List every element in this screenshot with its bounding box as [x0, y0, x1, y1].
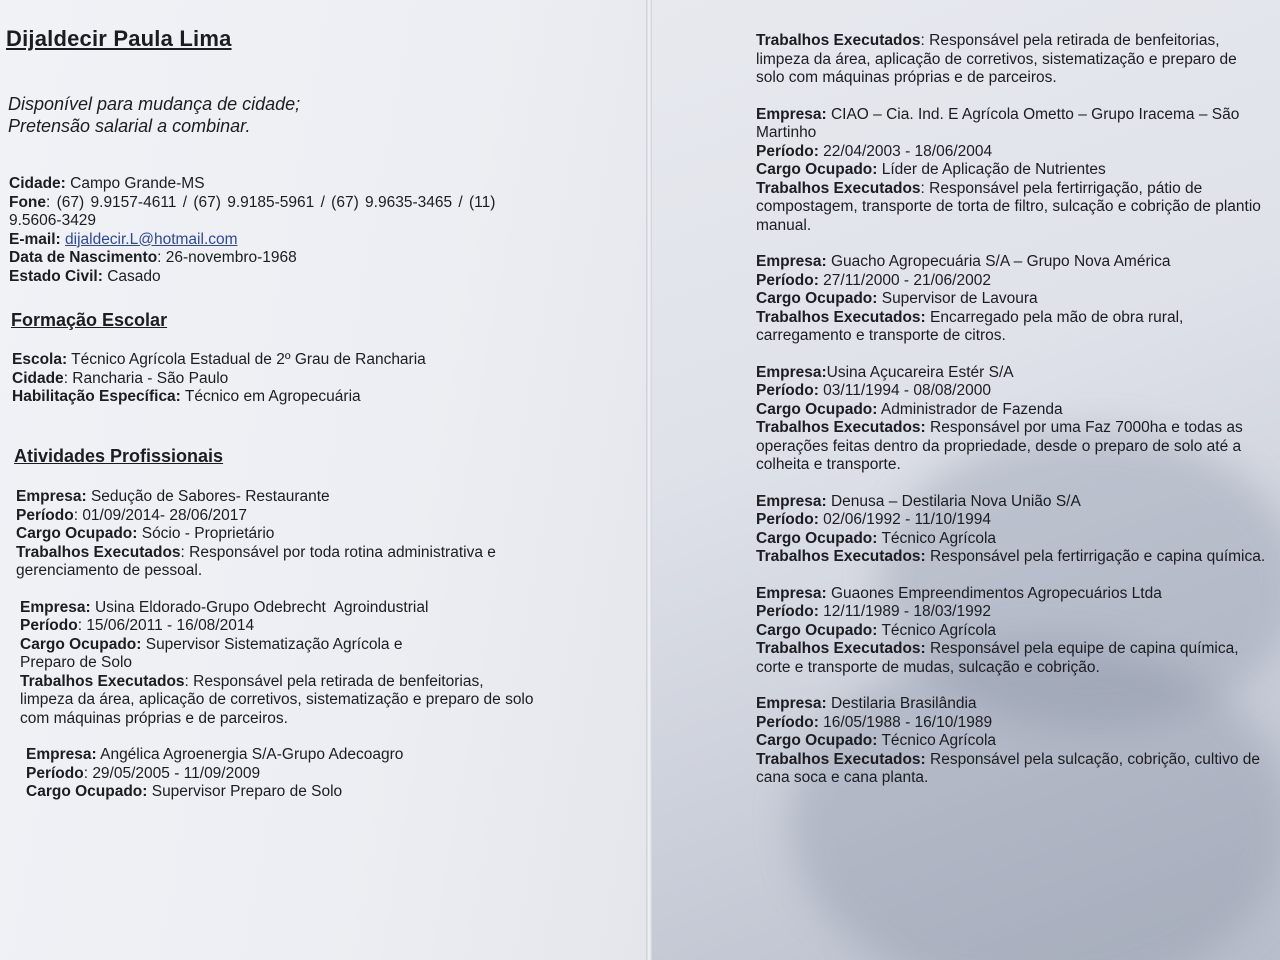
email-link[interactable]: dijaldecir.L@hotmail.com — [65, 230, 238, 248]
periodo-label: Período — [26, 764, 84, 782]
nascimento-row — [9, 249, 549, 268]
trabalhos-label: Trabalhos Executados — [16, 543, 181, 561]
escola-row — [12, 351, 572, 370]
empresa-label: Empresa: — [756, 363, 827, 381]
cargo-label: Cargo Ocupado: — [756, 290, 878, 307]
empresa-label: Empresa: — [756, 253, 827, 270]
periodo-value: 22/04/2003 - 18/06/2004 — [818, 142, 993, 160]
cidade-label: Cidade: — [9, 175, 66, 192]
fone-row — [9, 194, 549, 231]
email-row — [9, 231, 549, 250]
cargo-value: Técnico Agrícola — [877, 732, 997, 749]
trabalhos-label: Trabalhos Executados — [756, 32, 921, 49]
periodo-label: Período: — [756, 271, 819, 289]
periodo-value: 12/11/1989 - 18/03/1992 — [818, 603, 991, 620]
cargo-label: Cargo Ocupado: — [20, 635, 142, 653]
cargo-label: Cargo Ocupado: — [26, 783, 148, 800]
cidade-value: Campo Grande-MS — [65, 175, 205, 192]
periodo-label: Período: — [756, 603, 819, 620]
cargo-value: Técnico Agrícola — [877, 529, 997, 547]
trabalhos-label: Trabalhos Executados: — [756, 750, 926, 768]
periodo-value: 27/11/2000 - 21/06/2002 — [818, 271, 991, 289]
empresa-value: Usina Açucareira Estér S/A — [826, 363, 1014, 381]
intro-text — [8, 93, 300, 137]
periodo-value: 16/05/1988 - 16/10/1989 — [818, 713, 993, 731]
cargo-label: Cargo Ocupado: — [756, 621, 878, 639]
periodo-label: Período: — [756, 382, 819, 399]
periodo-value: 02/06/1992 - 11/10/1994 — [818, 511, 991, 528]
trabalhos-label: Trabalhos Executados: — [756, 308, 926, 326]
estado-civil-row — [9, 268, 549, 287]
trabalhos-value: : Responsável por toda rotina administrativa e gerenciamento de pessoal. — [16, 543, 496, 579]
empresa-value: Angélica Agroenergia S/A-Grupo Adecoagro — [96, 746, 404, 763]
trabalhos-value: Encarregado pela mão de obra rural, carregamento e transporte de citros. — [756, 308, 1184, 344]
job-entry — [756, 364, 1266, 475]
job-entry — [756, 585, 1266, 678]
page-fold — [646, 0, 652, 960]
empresa-value: Usina Eldorado-Grupo Odebrecht Agroindustrial — [90, 598, 429, 616]
habilitacao-value: Técnico em Agropecuária — [180, 388, 361, 405]
formacao-title: Formação Escolar — [11, 310, 168, 330]
cargo-value: Sócio - Proprietário — [137, 525, 275, 542]
job-entry — [26, 746, 541, 802]
empresa-value: Guaones Empreendimentos Agropecuários Ltda — [826, 584, 1162, 602]
job-entry — [20, 599, 541, 729]
trabalhos-value: Responsável pela sulcação, cobrição, cultivo de cana soca e cana planta. — [756, 750, 1261, 786]
cargo-label: Cargo Ocupado: — [756, 400, 878, 418]
cargo-label: Cargo Ocupado: — [756, 529, 878, 547]
cargo-value: Supervisor Sistematização Agrícola e Preparo de Solo — [20, 635, 403, 671]
periodo-label: Período — [20, 617, 78, 634]
periodo-label: Período: — [756, 142, 819, 160]
empresa-value: Sedução de Sabores- Restaurante — [86, 488, 330, 505]
trabalhos-label: Trabalhos Executados — [756, 179, 921, 197]
escola-label: Escola: — [12, 351, 68, 368]
formacao-cidade-label: Cidade — [12, 369, 64, 387]
atividades-title: Atividades Profissionais — [14, 446, 224, 466]
trabalhos-value: Responsável pela equipe de capina química, corte e transporte de mudas, sulcação e cobrição. — [756, 640, 1239, 676]
cargo-label: Cargo Ocupado: — [16, 525, 138, 542]
nascimento-value: : 26-novembro-1968 — [157, 249, 297, 266]
cargo-value: Líder de Aplicação de Nutrientes — [877, 161, 1106, 178]
formacao-info — [12, 351, 572, 407]
periodo-value: 03/11/1994 - 08/08/2000 — [818, 382, 991, 399]
empresa-value: Destilaria Brasilândia — [826, 695, 977, 712]
intro-line-1: Disponível para mudança de cidade; — [8, 94, 301, 114]
candidate-name: Dijaldecir Paula Lima — [6, 26, 232, 51]
trabalhos-label: Trabalhos Executados: — [756, 548, 926, 565]
empresa-value: CIAO – Cia. Ind. E Agrícola Ometto – Grupo Iracema – São Martinho — [756, 105, 1240, 141]
cargo-value: Administrador de Fazenda — [877, 400, 1063, 418]
job-entry — [756, 32, 1266, 88]
periodo-label: Período: — [756, 713, 819, 731]
periodo-label: Período: — [756, 511, 819, 528]
empresa-label: Empresa: — [26, 746, 97, 763]
trabalhos-label: Trabalhos Executados: — [756, 640, 926, 657]
job-entry — [16, 488, 541, 581]
cargo-value: Supervisor de Lavoura — [877, 290, 1038, 307]
left-jobs — [16, 488, 541, 820]
job-entry — [756, 253, 1266, 346]
cargo-label: Cargo Ocupado: — [756, 732, 878, 749]
empresa-value: Denusa – Destilaria Nova União S/A — [826, 492, 1081, 510]
empresa-label: Empresa: — [756, 492, 827, 510]
empresa-label: Empresa: — [16, 488, 87, 505]
periodo-value: : 01/09/2014- 28/06/2017 — [73, 506, 247, 524]
fone-value: : (67) 9.9157-4611 / (67) 9.9185-5961 / (67) 9.9635-3465 / (11) 9.5606-3429 — [9, 193, 496, 229]
estado-civil-value: Casado — [102, 267, 161, 285]
formacao-cidade-value: : Rancharia - São Paulo — [63, 369, 229, 387]
habilitacao-label: Habilitação Específica: — [12, 388, 181, 405]
periodo-value: : 15/06/2011 - 16/08/2014 — [77, 617, 255, 634]
trabalhos-value: : Responsável pela retirada de benfeitorias, limpeza da área, aplicação de corretivos, sistematização e preparo de solo com máquinas próprias e de parceiros. — [20, 672, 534, 727]
periodo-label: Período — [16, 506, 74, 524]
email-label: E-mail: — [9, 230, 61, 248]
fone-label: Fone — [9, 193, 47, 211]
job-entry — [756, 493, 1266, 567]
habilitacao-row — [12, 388, 572, 407]
empresa-label: Empresa: — [756, 584, 827, 602]
formacao-cidade-row — [12, 370, 572, 389]
trabalhos-value: Responsável pela fertirrigação e capina química. — [925, 548, 1266, 565]
job-entry — [756, 695, 1266, 788]
trabalhos-label: Trabalhos Executados: — [756, 419, 926, 436]
cargo-value: Técnico Agrícola — [877, 621, 997, 639]
periodo-value: : 29/05/2005 - 11/09/2009 — [83, 764, 261, 782]
nascimento-label: Data de Nascimento — [9, 249, 158, 266]
job-entry — [756, 106, 1266, 236]
personal-info — [9, 175, 549, 286]
cargo-label: Cargo Ocupado: — [756, 161, 878, 178]
empresa-label: Empresa: — [756, 105, 827, 123]
trabalhos-value: Responsável por uma Faz 7000ha e todas as operações feitas dentro da propriedade, desde o preparo de solo até a colheita e transporte. — [756, 419, 1243, 473]
intro-line-2: Pretensão salarial a combinar. — [8, 116, 251, 136]
empresa-value: Guacho Agropecuária S/A – Grupo Nova América — [826, 253, 1171, 270]
trabalhos-value: : Responsável pela fertirrigação, pátio de compostagem, transporte de torta de filtro, sulcação e cobrição de plantio manual. — [756, 179, 1261, 234]
cidade-row — [9, 175, 549, 194]
trabalhos-label: Trabalhos Executados — [20, 672, 185, 690]
empresa-label: Empresa: — [20, 598, 91, 616]
cargo-value: Supervisor Preparo de Solo — [147, 783, 343, 800]
trabalhos-value: : Responsável pela retirada de benfeitorias, limpeza da área, aplicação de corretivos, sistematização e preparo de solo com máquinas próprias e de parceiros. — [756, 32, 1237, 86]
escola-value: Técnico Agrícola Estadual de 2º Grau de Rancharia — [67, 351, 426, 368]
right-jobs — [756, 32, 1266, 806]
right-page — [650, 0, 1280, 960]
empresa-label: Empresa: — [756, 695, 827, 712]
estado-civil-label: Estado Civil: — [9, 267, 103, 285]
